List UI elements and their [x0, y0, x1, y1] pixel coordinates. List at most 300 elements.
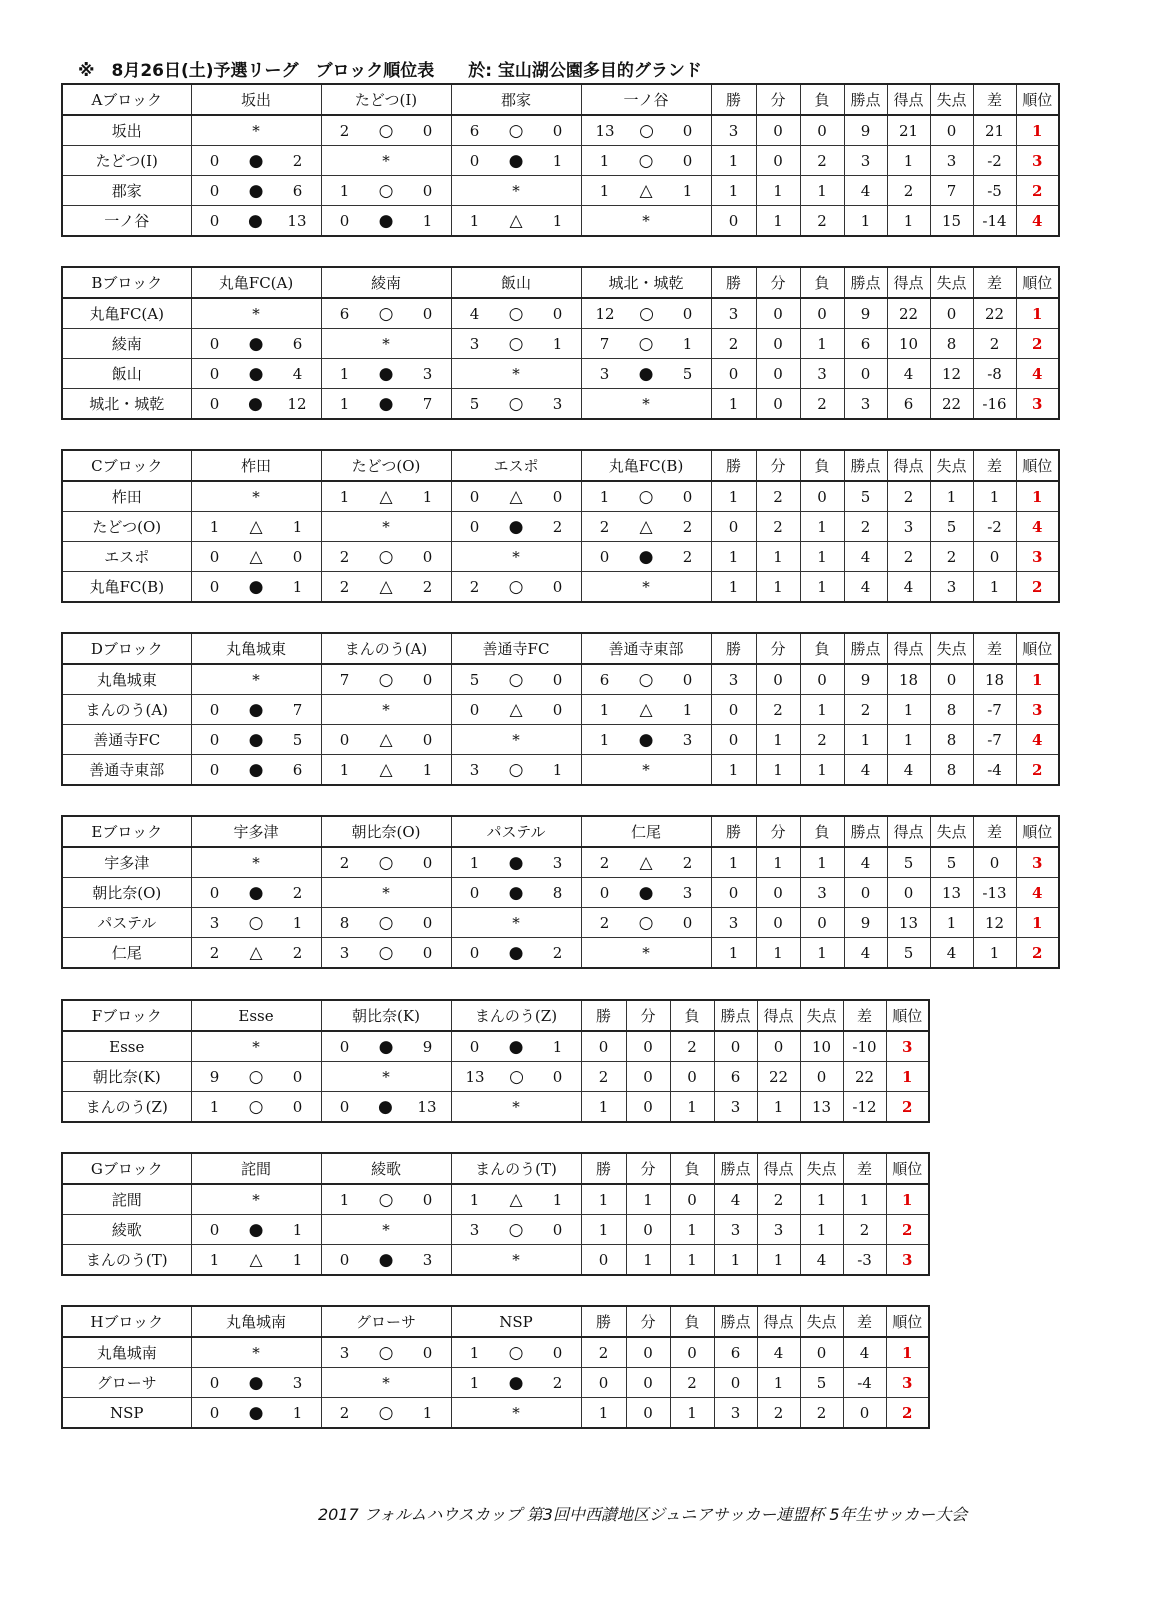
score-against: 1 — [422, 760, 433, 779]
result-symbol: ○ — [639, 120, 654, 141]
wins: 1 — [711, 542, 756, 572]
result-symbol: ○ — [378, 912, 394, 933]
score-for: 1 — [209, 517, 220, 536]
wins: 1 — [581, 1184, 626, 1215]
opponent-header: 城北・城乾 — [581, 267, 711, 298]
team-name: 善通寺FC — [62, 725, 191, 755]
team-name: 城北・城乾 — [62, 389, 191, 420]
match-result — [451, 1031, 581, 1062]
score-for: 2 — [599, 517, 610, 536]
wins: 2 — [581, 1337, 626, 1368]
table-row — [62, 938, 1059, 969]
wins: 1 — [711, 146, 756, 176]
self-match: * — [321, 146, 451, 176]
stat-header: 得点 — [887, 267, 930, 298]
goal-diff: -3 — [843, 1245, 886, 1276]
wins: 1 — [711, 938, 756, 969]
goal-diff: 22 — [973, 298, 1016, 329]
points: 2 — [844, 695, 887, 725]
score-against: 0 — [682, 151, 693, 170]
score-for: 1 — [469, 211, 480, 230]
goals-against: 3 — [930, 146, 973, 176]
score-against: 1 — [292, 1250, 303, 1269]
score-for: 0 — [339, 730, 350, 749]
draws: 2 — [756, 481, 800, 512]
result-symbol: ● — [248, 699, 264, 720]
venue: 於: 宝山湖公園多目的グランド — [468, 61, 702, 81]
match-result — [191, 908, 321, 938]
rank: 3 — [1016, 695, 1059, 725]
losses: 0 — [800, 908, 844, 938]
score-for: 0 — [209, 547, 220, 566]
draws: 0 — [756, 878, 800, 908]
stat-header: 分 — [756, 267, 800, 298]
opponent-header: 丸亀城東 — [191, 633, 321, 664]
opponent-header: たどつ(Ⅰ) — [321, 84, 451, 115]
result-symbol: △ — [379, 576, 393, 597]
self-match: * — [451, 1398, 581, 1429]
match-result — [581, 359, 711, 389]
goals-for: 1 — [887, 725, 930, 755]
losses: 0 — [800, 481, 844, 512]
match-result — [321, 298, 451, 329]
goals-for: 4 — [887, 755, 930, 786]
score-for: 0 — [209, 151, 220, 170]
team-name: 郡家 — [62, 176, 191, 206]
score-for: 1 — [209, 1097, 220, 1116]
goals-for: 5 — [887, 847, 930, 878]
losses: 0 — [800, 664, 844, 695]
stat-header: 勝 — [711, 816, 756, 847]
score-against: 0 — [422, 304, 433, 323]
rank: 2 — [1016, 572, 1059, 603]
wins: 0 — [711, 359, 756, 389]
stat-header: 負 — [670, 1000, 714, 1031]
goals-against: 4 — [800, 1245, 843, 1276]
stat-header: 勝 — [711, 450, 756, 481]
result-symbol: ○ — [508, 669, 524, 690]
block-name: Eブロック — [62, 816, 191, 847]
match-result — [321, 115, 451, 146]
rank: 2 — [886, 1215, 929, 1245]
block-table — [61, 266, 1060, 420]
team-name: 仁尾 — [62, 938, 191, 969]
goals-for: 21 — [887, 115, 930, 146]
goals-against: 5 — [930, 512, 973, 542]
score-for: 0 — [339, 1250, 350, 1269]
points: 4 — [844, 176, 887, 206]
table-row — [62, 176, 1059, 206]
goal-diff: 12 — [973, 908, 1016, 938]
goal-diff: -5 — [973, 176, 1016, 206]
draws: 0 — [756, 359, 800, 389]
match-result — [451, 481, 581, 512]
stat-header: 得点 — [887, 816, 930, 847]
team-name: 柞田 — [62, 481, 191, 512]
score-against: 1 — [552, 1190, 563, 1209]
losses: 2 — [670, 1031, 714, 1062]
result-symbol: ● — [378, 1036, 394, 1057]
result-symbol: ● — [508, 516, 524, 537]
score-for: 1 — [469, 853, 480, 872]
points: 9 — [844, 115, 887, 146]
goals-for: 3 — [887, 512, 930, 542]
rank: 1 — [886, 1062, 929, 1092]
score-against: 0 — [682, 304, 693, 323]
result-symbol: ○ — [378, 546, 394, 567]
match-result — [321, 481, 451, 512]
rank: 4 — [1016, 359, 1059, 389]
losses: 1 — [800, 176, 844, 206]
score-against: 2 — [552, 943, 563, 962]
table-row — [62, 755, 1059, 786]
goals-for: 1 — [757, 1368, 800, 1398]
score-against: 0 — [422, 1190, 433, 1209]
goal-diff: 0 — [973, 542, 1016, 572]
stat-header: 負 — [800, 84, 844, 115]
score-against: 7 — [422, 394, 433, 413]
match-result — [191, 1215, 321, 1245]
header-row — [62, 816, 1059, 847]
result-symbol: ○ — [378, 669, 394, 690]
team-name: まんのう(A) — [62, 695, 191, 725]
stat-header: 順位 — [886, 1306, 929, 1337]
stat-header: 分 — [756, 84, 800, 115]
points: 5 — [844, 481, 887, 512]
goals-against: 8 — [930, 725, 973, 755]
score-for: 6 — [469, 121, 480, 140]
result-symbol: △ — [639, 180, 653, 201]
score-against: 1 — [552, 760, 563, 779]
draws: 1 — [756, 206, 800, 237]
self-match: * — [191, 847, 321, 878]
block-table — [61, 83, 1060, 237]
stat-header: 順位 — [1016, 267, 1059, 298]
points: 0 — [844, 878, 887, 908]
match-result — [321, 572, 451, 603]
match-result — [191, 146, 321, 176]
score-for: 3 — [469, 1220, 480, 1239]
stat-header: 分 — [756, 816, 800, 847]
table-row — [62, 146, 1059, 176]
match-result — [581, 664, 711, 695]
score-against: 0 — [552, 304, 563, 323]
match-result — [451, 664, 581, 695]
header-row — [62, 633, 1059, 664]
result-symbol: ○ — [508, 303, 524, 324]
score-against: 13 — [287, 211, 307, 230]
score-against: 2 — [682, 853, 693, 872]
score-against: 3 — [682, 730, 693, 749]
score-against: 0 — [552, 1220, 563, 1239]
table-row — [62, 298, 1059, 329]
opponent-header: 飯山 — [451, 267, 581, 298]
score-for: 2 — [599, 853, 610, 872]
match-result — [191, 695, 321, 725]
result-symbol: △ — [249, 516, 263, 537]
team-name: 丸亀FC(B) — [62, 572, 191, 603]
draws: 1 — [626, 1184, 670, 1215]
score-against: 1 — [292, 517, 303, 536]
wins: 0 — [581, 1031, 626, 1062]
result-symbol: △ — [639, 516, 653, 537]
result-symbol: ○ — [508, 759, 524, 780]
goals-against: 5 — [800, 1368, 843, 1398]
match-result — [451, 115, 581, 146]
stat-header: 失点 — [800, 1153, 843, 1184]
score-for: 0 — [209, 1220, 220, 1239]
block-table — [61, 815, 1060, 969]
opponent-header: 善通寺FC — [451, 633, 581, 664]
match-result — [581, 695, 711, 725]
self-match: * — [451, 542, 581, 572]
stat-header: 勝 — [711, 267, 756, 298]
self-match: * — [321, 1062, 451, 1092]
team-name: エスポ — [62, 542, 191, 572]
stat-header: 勝点 — [844, 267, 887, 298]
score-against: 1 — [682, 181, 693, 200]
losses: 2 — [800, 206, 844, 237]
stat-header: 得点 — [887, 633, 930, 664]
score-for: 0 — [209, 394, 220, 413]
losses: 1 — [670, 1398, 714, 1429]
goals-for: 0 — [757, 1031, 800, 1062]
match-result — [451, 938, 581, 969]
score-for: 3 — [469, 760, 480, 779]
score-for: 2 — [339, 577, 350, 596]
goals-for: 1 — [757, 1245, 800, 1276]
result-symbol: ○ — [508, 333, 524, 354]
goals-for: 4 — [757, 1337, 800, 1368]
match-result — [191, 1062, 321, 1092]
score-against: 1 — [422, 487, 433, 506]
losses: 1 — [800, 542, 844, 572]
opponent-header: 宇多津 — [191, 816, 321, 847]
points: 1 — [714, 1245, 757, 1276]
opponent-header: エスポ — [451, 450, 581, 481]
score-against: 1 — [682, 334, 693, 353]
self-match: * — [451, 1092, 581, 1123]
score-against: 3 — [422, 1250, 433, 1269]
result-symbol: ● — [248, 882, 264, 903]
goal-diff: 2 — [843, 1215, 886, 1245]
rank: 4 — [1016, 878, 1059, 908]
score-for: 0 — [209, 700, 220, 719]
score-against: 3 — [422, 364, 433, 383]
wins: 2 — [581, 1062, 626, 1092]
wins: 1 — [711, 847, 756, 878]
stat-header: 勝点 — [714, 1000, 757, 1031]
goal-diff: 2 — [973, 329, 1016, 359]
team-name: NSP — [62, 1398, 191, 1429]
draws: 1 — [756, 847, 800, 878]
match-result — [581, 115, 711, 146]
score-against: 0 — [552, 700, 563, 719]
score-against: 2 — [552, 1373, 563, 1392]
self-match: * — [321, 1215, 451, 1245]
losses: 3 — [800, 359, 844, 389]
match-result — [321, 755, 451, 786]
match-result — [451, 1215, 581, 1245]
goal-diff: -10 — [843, 1031, 886, 1062]
goal-diff: -8 — [973, 359, 1016, 389]
match-result — [451, 847, 581, 878]
rank: 1 — [1016, 481, 1059, 512]
losses: 2 — [670, 1368, 714, 1398]
goals-against: 22 — [930, 389, 973, 420]
match-result — [321, 1245, 451, 1276]
opponent-header: 柞田 — [191, 450, 321, 481]
score-against: 5 — [682, 364, 693, 383]
stat-header: 差 — [973, 633, 1016, 664]
self-match: * — [321, 329, 451, 359]
goals-for: 1 — [887, 146, 930, 176]
wins: 3 — [711, 115, 756, 146]
draws: 1 — [756, 755, 800, 786]
table-row — [62, 1031, 929, 1062]
losses: 1 — [800, 847, 844, 878]
score-for: 0 — [209, 883, 220, 902]
score-against: 1 — [552, 334, 563, 353]
result-symbol: ● — [378, 1249, 394, 1270]
draws: 0 — [756, 908, 800, 938]
rank: 2 — [1016, 176, 1059, 206]
result-symbol: ○ — [508, 1219, 524, 1240]
wins: 3 — [711, 664, 756, 695]
wins: 0 — [711, 695, 756, 725]
result-symbol: ○ — [508, 1342, 524, 1363]
score-against: 2 — [292, 943, 303, 962]
rank: 3 — [886, 1245, 929, 1276]
score-for: 5 — [469, 670, 480, 689]
match-result — [581, 146, 711, 176]
score-for: 0 — [209, 1373, 220, 1392]
score-for: 0 — [209, 760, 220, 779]
result-symbol: ● — [248, 363, 264, 384]
opponent-header: 朝比奈(K) — [321, 1000, 451, 1031]
opponent-header: 丸亀城南 — [191, 1306, 321, 1337]
match-result — [451, 206, 581, 237]
goals-against: 10 — [800, 1031, 843, 1062]
losses: 0 — [670, 1184, 714, 1215]
score-for: 0 — [339, 1037, 350, 1056]
points: 4 — [844, 572, 887, 603]
result-symbol: ○ — [378, 852, 394, 873]
losses: 2 — [800, 146, 844, 176]
stat-header: 負 — [800, 450, 844, 481]
score-against: 5 — [292, 730, 303, 749]
points: 9 — [844, 298, 887, 329]
score-for: 2 — [339, 121, 350, 140]
score-for: 0 — [209, 730, 220, 749]
score-against: 3 — [682, 883, 693, 902]
stat-header: 分 — [626, 1000, 670, 1031]
rank: 3 — [886, 1031, 929, 1062]
result-symbol: ○ — [639, 303, 654, 324]
self-match: * — [191, 1337, 321, 1368]
wins: 3 — [711, 908, 756, 938]
team-name: 綾歌 — [62, 1215, 191, 1245]
score-against: 0 — [552, 121, 563, 140]
result-symbol: △ — [509, 1189, 523, 1210]
wins: 1 — [711, 389, 756, 420]
table-row — [62, 1184, 929, 1215]
header-row — [62, 267, 1059, 298]
score-for: 7 — [599, 334, 610, 353]
table-row — [62, 359, 1059, 389]
score-against: 2 — [552, 517, 563, 536]
opponent-header: まんのう(Z) — [451, 1000, 581, 1031]
score-for: 7 — [339, 670, 350, 689]
opponent-header: 綾歌 — [321, 1153, 451, 1184]
stat-header: 順位 — [1016, 633, 1059, 664]
self-match: * — [321, 1368, 451, 1398]
points: 4 — [844, 755, 887, 786]
goals-for: 1 — [887, 695, 930, 725]
result-symbol: ○ — [378, 120, 394, 141]
team-name: 詫間 — [62, 1184, 191, 1215]
result-symbol: ● — [248, 210, 263, 231]
block-table — [61, 632, 1060, 786]
draws: 0 — [626, 1062, 670, 1092]
self-match: * — [191, 664, 321, 695]
goal-diff: -4 — [843, 1368, 886, 1398]
rank: 1 — [886, 1184, 929, 1215]
draws: 0 — [626, 1092, 670, 1123]
table-row — [62, 1062, 929, 1092]
wins: 1 — [711, 176, 756, 206]
match-result — [321, 542, 451, 572]
stat-header: 勝 — [581, 1306, 626, 1337]
team-name: まんのう(T) — [62, 1245, 191, 1276]
rank: 1 — [1016, 298, 1059, 329]
match-result — [581, 878, 711, 908]
rank: 1 — [1016, 664, 1059, 695]
goals-for: 1 — [757, 1092, 800, 1123]
match-result — [191, 512, 321, 542]
block-table — [61, 1152, 930, 1276]
score-for: 1 — [339, 487, 350, 506]
result-symbol: ○ — [378, 1342, 394, 1363]
losses: 3 — [800, 878, 844, 908]
result-symbol: ○ — [508, 120, 524, 141]
draws: 0 — [756, 115, 800, 146]
match-result — [321, 664, 451, 695]
score-for: 0 — [469, 943, 480, 962]
stat-header: 失点 — [930, 450, 973, 481]
wins: 0 — [711, 206, 756, 237]
result-symbol: ○ — [248, 912, 264, 933]
goals-for: 2 — [887, 481, 930, 512]
table-row — [62, 512, 1059, 542]
match-result — [451, 695, 581, 725]
goal-diff: -4 — [973, 755, 1016, 786]
losses: 0 — [800, 115, 844, 146]
draws: 1 — [756, 542, 800, 572]
score-against: 1 — [422, 211, 433, 230]
goals-against: 13 — [930, 878, 973, 908]
goals-for: 18 — [887, 664, 930, 695]
score-for: 0 — [469, 151, 480, 170]
goal-diff: -13 — [973, 878, 1016, 908]
losses: 1 — [670, 1245, 714, 1276]
team-name: 善通寺東部 — [62, 755, 191, 786]
score-against: 13 — [417, 1097, 437, 1116]
points: 0 — [844, 359, 887, 389]
score-for: 13 — [465, 1067, 485, 1086]
result-symbol: △ — [639, 699, 653, 720]
score-against: 3 — [552, 394, 563, 413]
